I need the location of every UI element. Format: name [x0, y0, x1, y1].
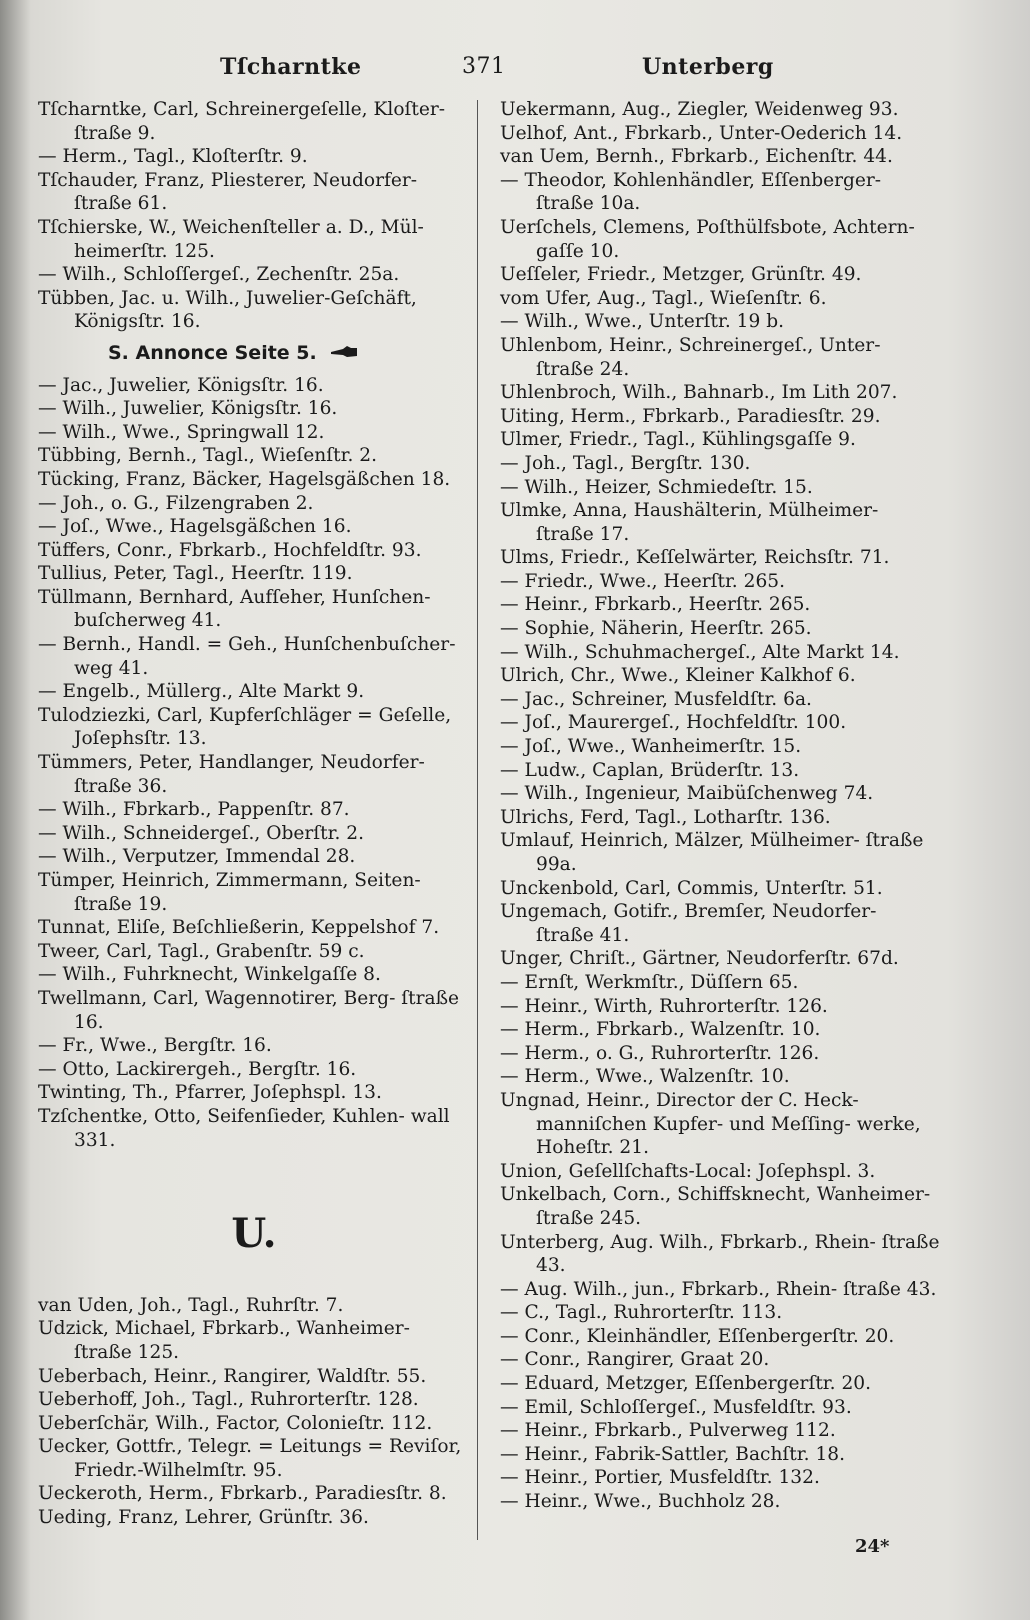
directory-entry: Tſcharntke, Carl, Schreinergeſelle, Kloſter- ſtraße 9.	[38, 99, 446, 144]
directory-entry: — Herm., Tagl., Kloſterſtr. 9.	[38, 146, 308, 168]
directory-entry: — Wilh., Wwe., Unterſtr. 19 b.	[500, 311, 785, 333]
directory-entry: — Wilh., Fbrkarb., Pappenſtr. 87.	[38, 799, 350, 821]
section-letter: U.	[231, 1210, 277, 1258]
annonce-note	[108, 342, 470, 366]
signature-mark: 24*	[855, 1536, 890, 1557]
left-column	[38, 98, 470, 1530]
directory-entry: Tüllmann, Bernhard, Aufſeher, Hunſchen- buſcherweg 41.	[38, 586, 431, 632]
directory-entry: Ueberbach, Heinr., Rangirer, Waldſtr. 55.	[38, 1365, 427, 1387]
directory-entry: — Wilh., Heizer, Schmiedeſtr. 15.	[500, 476, 813, 498]
directory-entry: — Wilh., Schuhmachergeſ., Alte Markt 14.	[500, 641, 900, 663]
directory-entry: — Ernſt, Werkmſtr., Düſſern 65.	[500, 971, 799, 993]
annonce-text: S. Annonce Seite 5.	[108, 341, 317, 364]
directory-entry: van Uden, Joh., Tagl., Ruhrſtr. 7.	[38, 1294, 344, 1316]
directory-entry: Tſchierske, W., Weichenſteller a. D., Mül- heimerſtr. 125.	[38, 216, 424, 262]
directory-entry: — Aug. Wilh., jun., Fbrkarb., Rhein- ſtraße 43.	[500, 1278, 937, 1300]
page-header	[0, 48, 1030, 88]
directory-entry: Uiting, Herm., Fbrkarb., Paradiesſtr. 29.	[500, 405, 881, 427]
directory-entry: — Jac., Juwelier, Königsſtr. 16.	[38, 374, 324, 396]
directory-entry: — Otto, Lackirergeh., Bergſtr. 16.	[38, 1058, 357, 1080]
directory-entry: Tübben, Jac. u. Wilh., Juwelier-Geſchäft, Königsſtr. 16.	[38, 287, 417, 333]
directory-entry: Unkelbach, Corn., Schiffsknecht, Wanheimer- ſtraße 245.	[500, 1184, 931, 1229]
directory-entry: — Joſ., Maurergeſ., Hochfeldſtr. 100.	[500, 712, 847, 734]
header-left-keyword: Tſcharntke	[220, 54, 362, 80]
directory-entry: — Heinr., Fbrkarb., Heerſtr. 265.	[500, 594, 811, 616]
directory-entry: — Wilh., Fuhrknecht, Winkelgaſſe 8.	[38, 964, 381, 986]
directory-entry: — Eduard, Metzger, Eſſenbergerſtr. 20.	[500, 1373, 872, 1395]
directory-entry: Tulodziezki, Carl, Kupferſchläger = Geſelle, Joſephsſtr. 13.	[38, 704, 452, 750]
directory-entry: Ulms, Friedr., Keſſelwärter, Reichsſtr. 71.	[500, 547, 890, 569]
directory-entry: Udzick, Michael, Fbrkarb., Wanheimer- ſtraße 125.	[38, 1318, 410, 1363]
directory-entry: — Heinr., Portier, Musfeldſtr. 132.	[500, 1467, 820, 1489]
directory-entry: Unckenbold, Carl, Commis, Unterſtr. 51.	[500, 877, 883, 899]
directory-entry: — Heinr., Wwe., Buchholz 28.	[500, 1491, 781, 1513]
directory-entry: Uerſchels, Clemens, Poſthülfsbote, Achtern- gaſſe 10.	[500, 216, 915, 262]
directory-entry: — C., Tagl., Ruhrorterſtr. 113.	[500, 1302, 783, 1324]
directory-entry: — Conr., Kleinhändler, Eſſenbergerſtr. 20.	[500, 1325, 895, 1347]
directory-entry: — Wilh., Wwe., Springwall 12.	[38, 421, 325, 443]
directory-entry: Ueberhoff, Joh., Tagl., Ruhrorterſtr. 128.	[38, 1389, 419, 1411]
directory-entry: Ulrichs, Ferd, Tagl., Lotharſtr. 136.	[500, 806, 831, 828]
directory-entry: — Herm., Fbrkarb., Walzenſtr. 10.	[500, 1019, 821, 1041]
directory-entry: Ulrich, Chr., Wwe., Kleiner Kalkhof 6.	[500, 665, 856, 687]
header-right-keyword: Unterberg	[642, 54, 774, 80]
directory-entry: — Herm., o. G., Ruhrorterſtr. 126.	[500, 1042, 820, 1064]
directory-entry: Twinting, Th., Pfarrer, Joſephspl. 13.	[38, 1082, 382, 1104]
directory-entry: — Joh., Tagl., Bergſtr. 130.	[500, 452, 751, 474]
directory-entry: Ulmer, Friedr., Tagl., Kühlingsgaſſe 9.	[500, 429, 856, 451]
directory-entry: Ueberſchär, Wilh., Factor, Colonieſtr. 112.	[38, 1412, 433, 1434]
column-divider	[477, 100, 478, 1540]
page-number: 371	[462, 54, 506, 79]
directory-entry: — Emil, Schloſſergeſ., Musfeldſtr. 93.	[500, 1396, 852, 1418]
directory-entry: — Joſ., Wwe., Hagelsgäßchen 16.	[38, 516, 352, 538]
directory-entry: Tüffers, Conr., Fbrkarb., Hochfeldſtr. 93.	[38, 539, 422, 561]
directory-entry: — Wilh., Schloſſergeſ., Zechenſtr. 25a.	[38, 264, 400, 286]
left-entries-b	[38, 374, 470, 1153]
directory-entry: — Wilh., Ingenieur, Maibüſchenweg 74.	[500, 783, 874, 805]
directory-entry: Ueſſeler, Friedr., Metzger, Grünſtr. 49.	[500, 264, 862, 286]
directory-entry: Unger, Chriſt., Gärtner, Neudorferſtr. 67d.	[500, 948, 899, 970]
directory-entry: Tſchauder, Franz, Pliesterer, Neudorfer- ſtraße 61.	[38, 169, 418, 215]
directory-entry: — Joh., o. G., Filzengraben 2.	[38, 492, 314, 514]
directory-entry: — Engelb., Müllerg., Alte Markt 9.	[38, 681, 365, 703]
pointing-hand-icon	[329, 342, 359, 366]
directory-entry: Tümmers, Peter, Handlanger, Neudorfer- ſtraße 36.	[38, 752, 425, 797]
directory-entry: Ueckeroth, Herm., Fbrkarb., Paradiesſtr. 8.	[38, 1483, 447, 1505]
directory-entry: Uecker, Gottfr., Telegr. = Leitungs = Reviſor, Friedr.-Wilhelmſtr. 95.	[38, 1436, 462, 1481]
left-entries-c	[38, 1294, 470, 1530]
right-column	[500, 98, 940, 1514]
directory-entry: Uekermann, Aug., Ziegler, Weidenweg 93.	[500, 99, 899, 120]
left-entries-a	[38, 98, 470, 334]
directory-entry: — Ludw., Caplan, Brüderſtr. 13.	[500, 759, 800, 781]
directory-entry: — Bernh., Handl. = Geh., Hunſchenbuſcher- weg 41.	[38, 634, 456, 679]
directory-entry: Ungnad, Heinr., Director der C. Heck- manniſchen Kupfer- und Meſſing- werke, Hoheſtr. 21.	[500, 1089, 921, 1159]
directory-entry: Uelhof, Ant., Fbrkarb., Unter-Oederich 14.	[500, 122, 903, 144]
directory-entry: vom Ufer, Aug., Tagl., Wieſenſtr. 6.	[500, 287, 827, 309]
directory-entry: Unterberg, Aug. Wilh., Fbrkarb., Rhein- ſtraße 43.	[500, 1231, 940, 1277]
directory-entry: — Conr., Rangirer, Graat 20.	[500, 1349, 770, 1371]
directory-entry: — Fr., Wwe., Bergſtr. 16.	[38, 1035, 272, 1057]
directory-entry: — Jac., Schreiner, Musfeldſtr. 6a.	[500, 688, 812, 710]
directory-entry: — Heinr., Fbrkarb., Pulverweg 112.	[500, 1420, 836, 1442]
directory-entry: Ulmke, Anna, Haushälterin, Mülheimer- ſtraße 17.	[500, 500, 879, 545]
directory-entry: — Herm., Wwe., Walzenſtr. 10.	[500, 1066, 790, 1088]
directory-entry: — Theodor, Kohlenhändler, Eſſenberger- ſtraße 10a.	[500, 169, 882, 215]
directory-entry: Tunnat, Eliſe, Beſchließerin, Keppelshof 7.	[38, 917, 440, 939]
directory-entry: — Friedr., Wwe., Heerſtr. 265.	[500, 570, 786, 592]
directory-entry: Tübbing, Bernh., Tagl., Wieſenſtr. 2.	[38, 445, 378, 467]
directory-entry: Tullius, Peter, Tagl., Heerſtr. 119.	[38, 563, 353, 585]
directory-entry: van Uem, Bernh., Fbrkarb., Eichenſtr. 44.	[500, 146, 893, 168]
directory-entry: Tweer, Carl, Tagl., Grabenſtr. 59 c.	[38, 940, 365, 962]
directory-entry: Uhlenbom, Heinr., Schreinergeſ., Unter- ſtraße 24.	[500, 334, 881, 380]
directory-entry: — Sophie, Näherin, Heerſtr. 265.	[500, 618, 812, 640]
directory-entry: Twellmann, Carl, Wagennotirer, Berg- ſtraße 16.	[38, 987, 460, 1033]
right-entries	[500, 98, 940, 1514]
directory-entry: — Joſ., Wwe., Wanheimerſtr. 15.	[500, 736, 802, 758]
directory-entry: Uhlenbroch, Wilh., Bahnarb., Im Lith 207.	[500, 382, 898, 404]
directory-entry: Tücking, Franz, Bäcker, Hagelsgäßchen 18.	[38, 468, 451, 490]
directory-entry: — Heinr., Fabrik-Sattler, Bachſtr. 18.	[500, 1443, 846, 1465]
directory-entry: Ungemach, Gotifr., Bremſer, Neudorfer- ſtraße 41.	[500, 901, 877, 946]
directory-entry: — Wilh., Verputzer, Immendal 28.	[38, 846, 356, 868]
directory-entry: Union, Geſellſchafts-Local: Joſephspl. 3.	[500, 1160, 876, 1182]
directory-entry: — Wilh., Schneidergeſ., Oberſtr. 2.	[38, 822, 365, 844]
directory-entry: Umlauf, Heinrich, Mälzer, Mülheimer- ſtraße 99a.	[500, 830, 924, 875]
directory-entry: — Heinr., Wirth, Ruhrorterſtr. 126.	[500, 995, 828, 1017]
directory-entry: Tümper, Heinrich, Zimmermann, Seiten- ſtraße 19.	[38, 870, 421, 915]
directory-entry: — Wilh., Juwelier, Königsſtr. 16.	[38, 398, 338, 420]
directory-entry: Ueding, Franz, Lehrer, Grünſtr. 36.	[38, 1507, 369, 1529]
directory-entry: Tzſchentke, Otto, Seifenſieder, Kuhlen- wall 331.	[38, 1105, 450, 1151]
